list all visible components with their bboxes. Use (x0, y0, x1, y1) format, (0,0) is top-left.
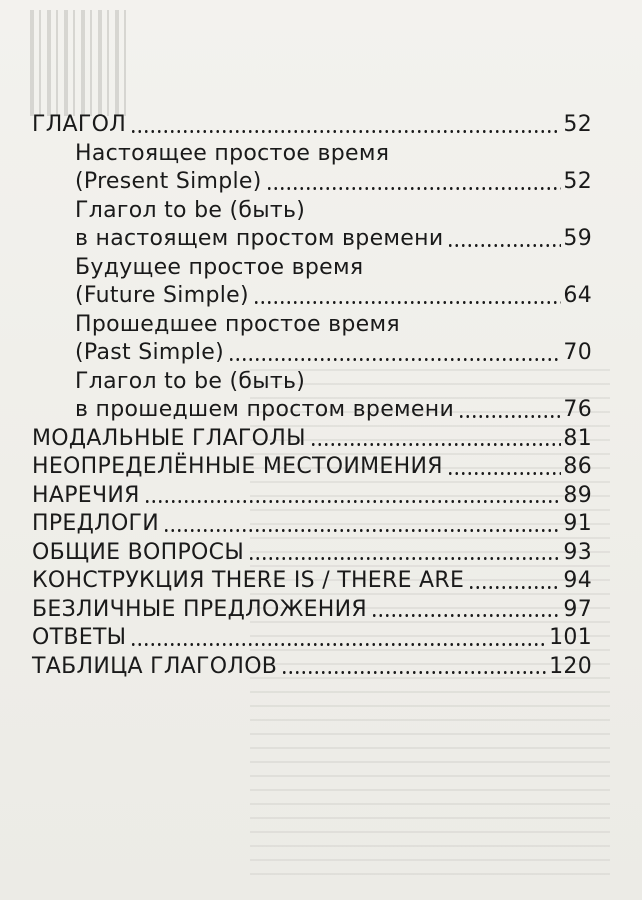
toc-entry-page: 81 (563, 425, 592, 451)
table-of-contents (32, 111, 592, 681)
toc-entry-page: 97 (563, 596, 592, 622)
dot-leader (447, 244, 561, 247)
toc-entry-title: КОНСТРУКЦИЯ THERE IS / THERE ARE (32, 568, 465, 593)
toc-entry-page: 86 (563, 454, 592, 479)
toc-entry-page: 52 (563, 169, 592, 194)
toc-entry-page: 93 (563, 539, 592, 565)
dot-leader (130, 130, 561, 133)
toc-entry (32, 653, 592, 682)
toc-subentry (32, 225, 592, 254)
dot-leader (371, 614, 561, 617)
dot-leader (281, 671, 547, 674)
toc-entry-title: ПРЕДЛОГИ (32, 511, 160, 536)
toc-entry (32, 539, 592, 568)
toc-entry-title: ТАБЛИЦА ГЛАГОЛОВ (32, 653, 278, 679)
dot-leader (163, 529, 561, 532)
toc-entry-page: 101 (549, 625, 592, 650)
toc-entry-page: 70 (563, 340, 592, 365)
dot-leader (266, 187, 562, 190)
toc-entry-title: ГЛАГОЛ (32, 112, 127, 137)
dot-leader (253, 301, 562, 304)
dot-leader (144, 500, 562, 503)
toc-entry-page: 76 (563, 397, 592, 422)
toc-entry (32, 482, 592, 511)
toc-entry-title-line: Глагол to be (быть) (75, 368, 306, 394)
dot-leader (468, 586, 561, 589)
toc-entry-page: 120 (549, 653, 592, 679)
toc-entry-title: (Past Simple) (75, 340, 225, 365)
dot-leader (310, 443, 562, 446)
toc-entry-title-line: Глагол to be (быть) (75, 197, 306, 223)
toc-entry-title-line: Будущее простое время (75, 254, 364, 280)
toc-subentry (32, 339, 592, 368)
toc-entry-page: 52 (563, 112, 592, 137)
toc-entry (32, 624, 592, 653)
dot-leader (228, 358, 561, 361)
toc-entry (32, 596, 592, 625)
toc-entry-title: в прошедшем простом времени (75, 397, 455, 422)
toc-entry (32, 453, 592, 482)
toc-subentry (32, 396, 592, 425)
toc-entry-title-line: Прошедшее простое время (75, 311, 400, 337)
dot-leader (447, 472, 562, 475)
toc-entry-title: НАРЕЧИЯ (32, 482, 140, 508)
toc-entry-title: БЕЗЛИЧНЫЕ ПРЕДЛОЖЕНИЯ (32, 596, 367, 622)
show-through-barcode (30, 10, 128, 116)
toc-entry (32, 567, 592, 596)
toc-entry-page: 91 (563, 511, 592, 536)
toc-entry (32, 111, 592, 140)
toc-entry-page: 89 (563, 482, 592, 508)
toc-entry (32, 425, 592, 454)
toc-entry-page: 59 (563, 226, 592, 251)
toc-entry-title: (Present Simple) (75, 169, 262, 194)
toc-entry-page: 94 (563, 568, 592, 593)
toc-entry-title: ОБЩИЕ ВОПРОСЫ (32, 539, 245, 565)
toc-entry-page: 64 (563, 283, 592, 308)
toc-subentry (32, 282, 592, 311)
toc-entry-title: (Future Simple) (75, 283, 249, 308)
toc-entry-title: в настоящем простом времени (75, 226, 444, 251)
dot-leader (130, 643, 547, 646)
toc-entry-title: МОДАЛЬНЫЕ ГЛАГОЛЫ (32, 425, 306, 451)
toc-entry-title-line: Настоящее простое время (75, 140, 390, 166)
dot-leader (248, 557, 561, 560)
toc-entry-title: ОТВЕТЫ (32, 625, 127, 650)
dot-leader (458, 415, 561, 418)
toc-entry (32, 510, 592, 539)
toc-subentry (32, 168, 592, 197)
toc-entry-title: НЕОПРЕДЕЛЁННЫЕ МЕСТОИМЕНИЯ (32, 454, 443, 479)
